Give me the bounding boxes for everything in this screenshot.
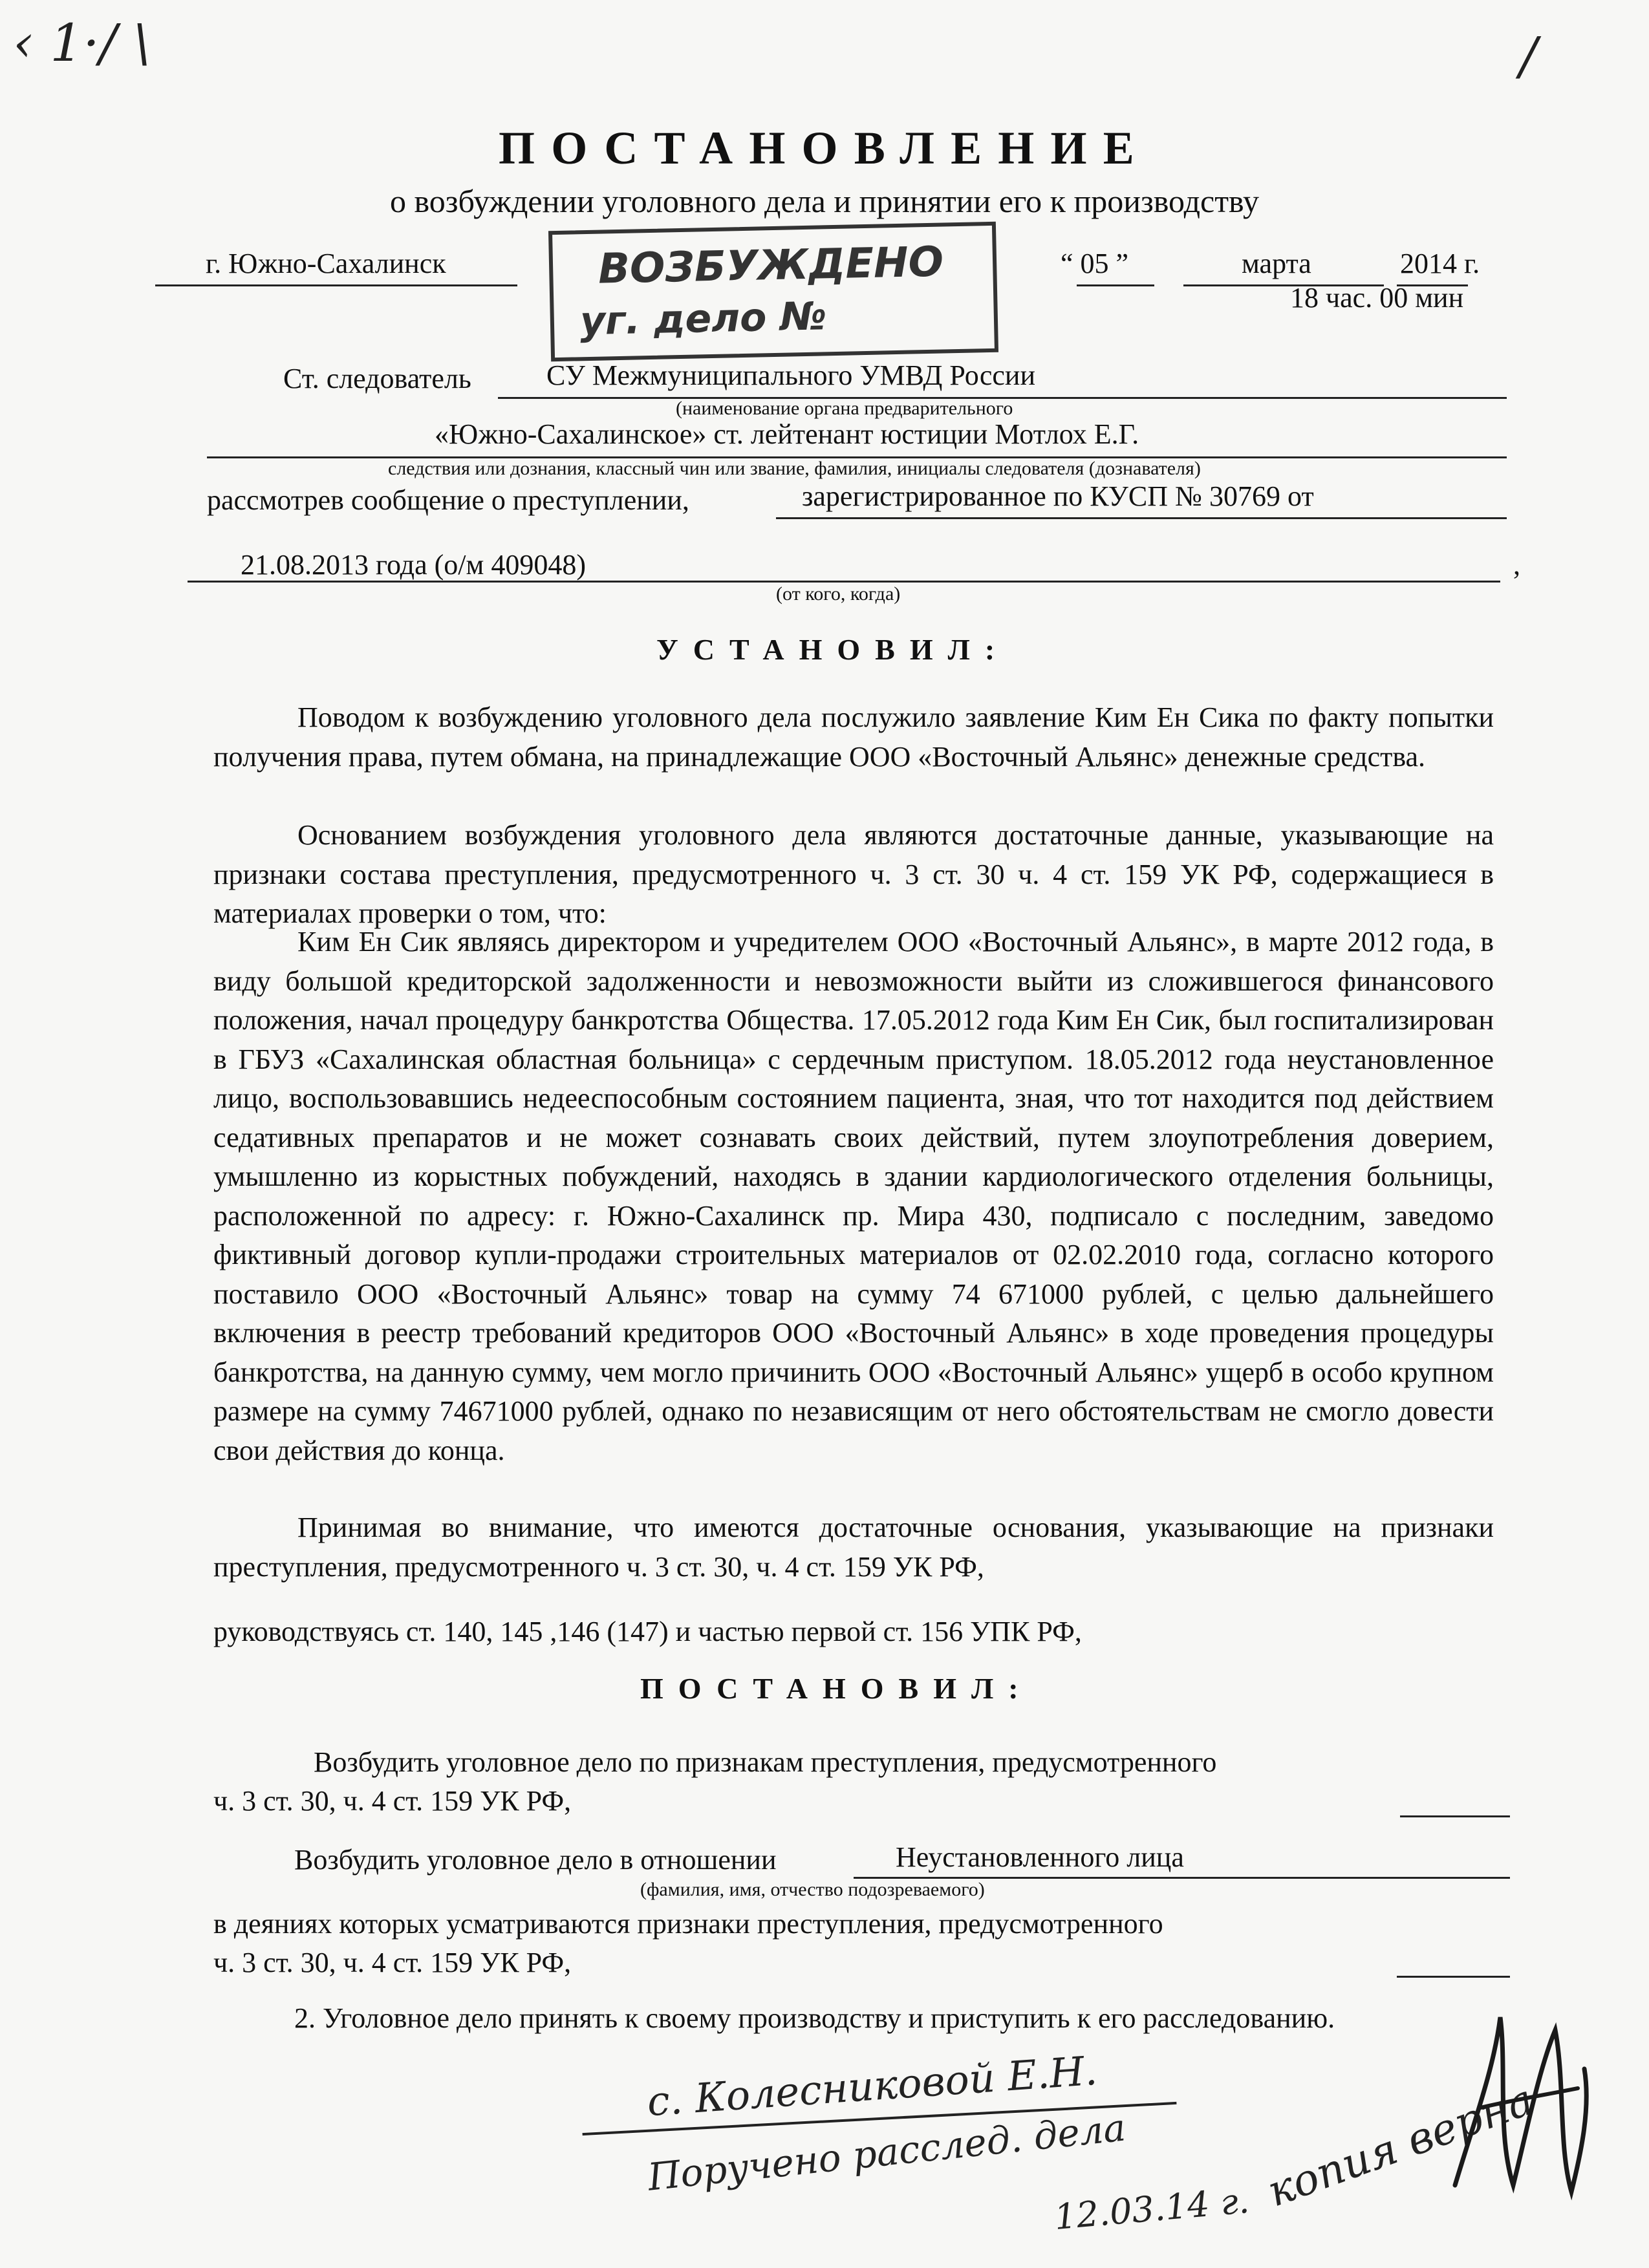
report-underline bbox=[776, 517, 1507, 519]
resolution-item1b-line3: ч. 3 ст. 30, ч. 4 ст. 159 УК РФ, bbox=[213, 1947, 572, 1978]
investigator-label: Ст. следователь bbox=[283, 363, 471, 394]
paragraph-considering-text: Принимая во внимание, что имеются достаточные основания, указывающие на признаки преступления, предусмотренного ч. 3 ст. 30, ч. 4 ст. 159 УК РФ, bbox=[213, 1512, 1494, 1583]
resolution-item1-line1: Возбудить уголовное дело по признакам преступления, предусмотренного bbox=[314, 1746, 1217, 1778]
paragraph-reason-text: Поводом к возбуждению уголовного дела послужило заявление Ким Ен Сика по факту попытки получения права, путем обмана, на принадлежащие ООО «Восточный Альянс» денежные средства. bbox=[213, 701, 1494, 773]
report-date-underline bbox=[188, 581, 1500, 583]
paragraph-reason bbox=[213, 698, 1494, 776]
section-resolved: ПОСТАНОВИЛ: bbox=[640, 1672, 1033, 1705]
item1b-blank-line bbox=[1397, 1976, 1510, 1978]
handwritten-date: 12.03.14 г. bbox=[1052, 2179, 1251, 2238]
date-day: “ 05 ” bbox=[1061, 248, 1129, 279]
handwritten-certification: копия верна bbox=[1260, 2074, 1540, 2217]
date-month: марта bbox=[1242, 248, 1311, 279]
handwritten-assignee: с. Колесниковой Е.Н. bbox=[645, 2046, 1099, 2126]
resolution-item1-line2: ч. 3 ст. 30, ч. 4 ст. 159 УК РФ, bbox=[213, 1785, 572, 1817]
report-label: рассмотрев сообщение о преступлении, bbox=[207, 484, 689, 516]
city-underline bbox=[155, 284, 517, 286]
name-caption: следствия или дознания, классный чин или звание, фамилия, инициалы следователя (дознавателя) bbox=[388, 458, 1201, 479]
resolution-item1b-caption: (фамилия, имя, отчество подозреваемого) bbox=[640, 1879, 985, 1900]
date-year: 2014 г. bbox=[1400, 248, 1480, 279]
guided-by: руководствуясь ст. 140, 145 ,146 (147) и частью первой ст. 156 УПК РФ, bbox=[213, 1616, 1082, 1647]
report-caption: (от кого, когда) bbox=[776, 583, 901, 604]
report-registration: зарегистрированное по КУСП № 30769 от bbox=[802, 480, 1314, 512]
resolution-item1b-label: Возбудить уголовное дело в отношении bbox=[294, 1844, 777, 1876]
paragraph-facts bbox=[213, 923, 1494, 1470]
investigator-name: «Южно-Сахалинское» ст. лейтенант юстиции Мотлох Е.Г. bbox=[435, 418, 1139, 450]
report-comma: , bbox=[1513, 549, 1520, 581]
stamp-line2: уг. дело № bbox=[579, 294, 828, 345]
report-date: 21.08.2013 года (о/м 409048) bbox=[241, 549, 586, 581]
registration-stamp bbox=[548, 222, 998, 361]
resolution-item2: 2. Уголовное дело принять к своему производству и приступить к его расследованию. bbox=[294, 2002, 1335, 2034]
paragraph-considering bbox=[213, 1508, 1494, 1587]
signature bbox=[1436, 1991, 1604, 2224]
resolution-item1b-line2: в деяниях которых усматриваются признаки преступления, предусмотренного bbox=[213, 1908, 1163, 1940]
date-time: 18 час. 00 мин bbox=[1290, 282, 1464, 314]
item1-blank-line bbox=[1400, 1815, 1510, 1817]
org-caption: (наименование органа предварительного bbox=[676, 398, 1013, 419]
city: г. Южно-Сахалинск bbox=[206, 248, 446, 279]
investigator-org: СУ Межмуниципального УМВД России bbox=[546, 359, 1035, 391]
paragraph-grounds-text: Основанием возбуждения уголовного дела являются достаточные данные, указывающие на признаки состава преступления, предусмотренного ч. 3 ст. 30 ч. 4 ст. 159 УК РФ, содержащиеся в материалах проверки о том, что: bbox=[213, 819, 1494, 929]
day-underline bbox=[1077, 284, 1154, 286]
corner-mark-right: / bbox=[1520, 26, 1537, 86]
corner-mark-left: ‹ 1·/ \ bbox=[13, 13, 151, 73]
document-title: ПОСТАНОВЛЕНИЕ bbox=[499, 122, 1150, 174]
paragraph-grounds bbox=[213, 816, 1494, 934]
section-established: УСТАНОВИЛ: bbox=[656, 633, 1010, 666]
stamp-line1: ВОЗБУЖДЕНО bbox=[598, 238, 944, 294]
resolution-item1b-value: Неустановленного лица bbox=[896, 1841, 1184, 1873]
paragraph-facts-text: Ким Ен Сик являясь директором и учредителем ООО «Восточный Альянс», в марте 2012 года, в виду большой кредиторской задолженности и невозможности выйти из сложившегося финансового положения, начал процедуру банкротства Общества. 17.05.2012 года Ким Ен Сик, был госпитализирован в ГБУЗ «Сахалинская областная больница» с сердечным приступом. 18.05.2012 года неустановленное лицо, воспользовавшись недееспособным состоянием пациента, зная, что тот находится под действием седативных препаратов и не может сознавать своих действий, путем злоупотребления доверием, умышленно из корыстных побуждений, находясь в здании кардиологического отделения больницы, расположенной по адресу: г. Южно-Сахалинск пр. Мира 430, подписало с последним, заведомо фиктивный договор купли-продажи строительных материалов от 02.02.2010 года, согласно которого поставило ООО «Восточный Альянс» товар на сумму 74 671000 рублей, с целью дальнейшего включения в реестр требований кредиторов ООО «Восточный Альянс» в ходе проведения процедуры банкротства, на данную сумму, чем могло причинить ООО «Восточный Альянс» ущерб в особо крупном размере на сумму 74671000 рублей, однако по независящим от него обстоятельствам не смогло довести свои действия до конца. bbox=[213, 926, 1494, 1466]
handwritten-assignment: Поручено расслед. дела bbox=[645, 2105, 1128, 2199]
document-subtitle: о возбуждении уголовного дела и принятии его к производству bbox=[390, 183, 1259, 219]
